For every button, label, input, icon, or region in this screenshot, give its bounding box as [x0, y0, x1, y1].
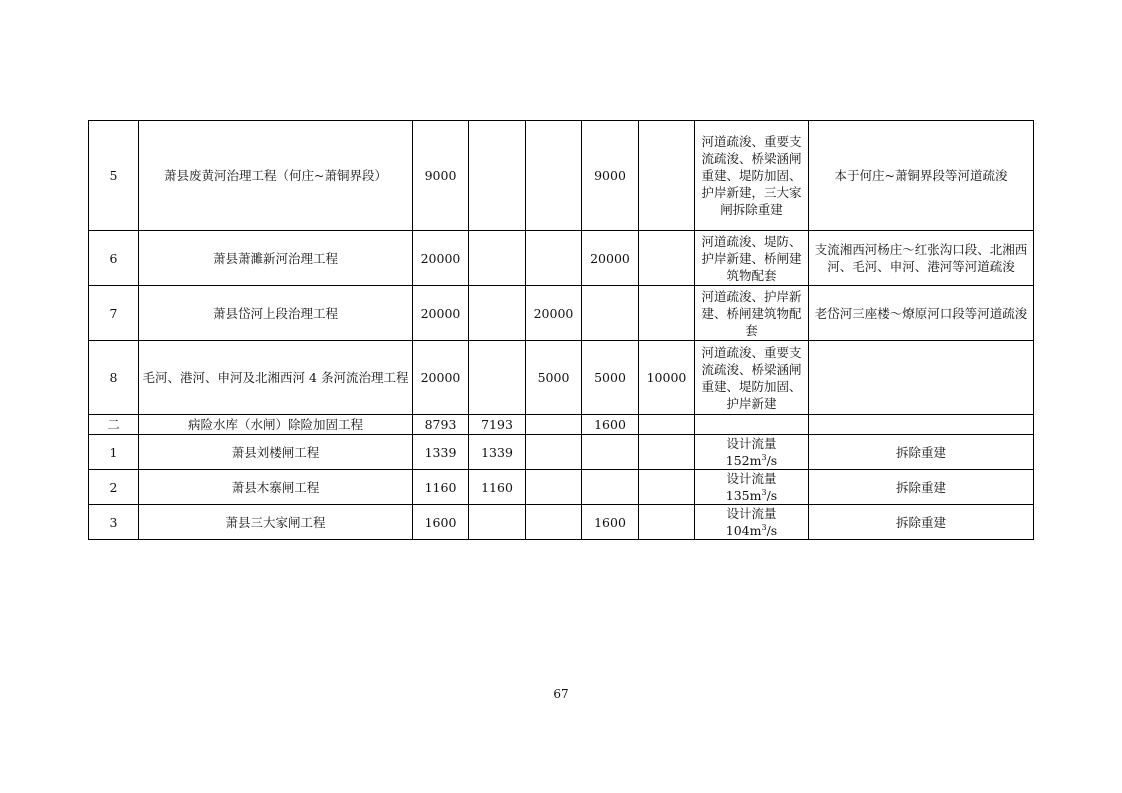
cell-col3: 20000	[582, 231, 639, 286]
cell-total: 8793	[413, 415, 469, 435]
cell-col2	[526, 470, 582, 505]
cell-scope: 河道疏浚、重要支流疏浚、桥梁涵闸重建、堤防加固、护岸新建，三大家闸拆除重建	[695, 121, 809, 231]
table-row	[89, 470, 1034, 505]
cell-name: 萧县三大家闸工程	[139, 505, 413, 540]
cell-col1	[469, 505, 526, 540]
cell-scope	[695, 505, 809, 540]
cell-no: 3	[89, 505, 139, 540]
flow-value: $135m^3/s$	[725, 487, 778, 503]
cell-col3	[582, 470, 639, 505]
cell-scope: 河道疏浚、护岸新建、桥闸建筑物配套	[695, 286, 809, 341]
flow-value: $152m^3/s$	[725, 452, 778, 468]
table-row	[89, 231, 1034, 286]
cell-name: 萧县岱河上段治理工程	[139, 286, 413, 341]
table-row	[89, 341, 1034, 415]
cell-name: 萧县刘楼闸工程	[139, 435, 413, 470]
cell-col2: 20000	[526, 286, 582, 341]
cell-scope	[695, 435, 809, 470]
cell-col4	[639, 415, 695, 435]
cell-no: 7	[89, 286, 139, 341]
cell-col2	[526, 121, 582, 231]
cell-col4	[639, 435, 695, 470]
table-row	[89, 286, 1034, 341]
cell-col3: 1600	[582, 505, 639, 540]
flow-value: $104m^3/s$	[725, 522, 778, 538]
cell-col3: 1600	[582, 415, 639, 435]
cell-total: 20000	[413, 286, 469, 341]
flow-label: 设计流量	[726, 436, 777, 451]
cell-no: 5	[89, 121, 139, 231]
cell-total: 1160	[413, 470, 469, 505]
cell-note: 拆除重建	[809, 470, 1034, 505]
cell-note: 拆除重建	[809, 435, 1034, 470]
cell-note: 本于何庄~萧铜界段等河道疏浚	[809, 121, 1034, 231]
cell-col1	[469, 286, 526, 341]
cell-note	[809, 341, 1034, 415]
cell-scope: 河道疏浚、堤防、护岸新建、桥闸建筑物配套	[695, 231, 809, 286]
cell-col1	[469, 121, 526, 231]
cell-col1	[469, 341, 526, 415]
cell-scope	[695, 415, 809, 435]
cell-note: 支流湘西河杨庄～红张沟口段、北湘西河、毛河、申河、港河等河道疏浚	[809, 231, 1034, 286]
cell-scope	[695, 470, 809, 505]
page-number: 67	[553, 687, 569, 701]
cell-col4: 10000	[639, 341, 695, 415]
cell-col3	[582, 286, 639, 341]
cell-name: 萧县萧濉新河治理工程	[139, 231, 413, 286]
cell-col1	[469, 231, 526, 286]
cell-col3: 9000	[582, 121, 639, 231]
cell-col4	[639, 505, 695, 540]
cell-total: 1339	[413, 435, 469, 470]
cell-col1: 1339	[469, 435, 526, 470]
cell-no: 8	[89, 341, 139, 415]
cell-total: 9000	[413, 121, 469, 231]
cell-col4	[639, 286, 695, 341]
cell-col2	[526, 415, 582, 435]
cell-col3: 5000	[582, 341, 639, 415]
cell-no: 1	[89, 435, 139, 470]
cell-scope: 河道疏浚、重要支流疏浚、桥梁涵闸重建、堤防加固、护岸新建	[695, 341, 809, 415]
cell-col2	[526, 231, 582, 286]
cell-name: 萧县木寨闸工程	[139, 470, 413, 505]
cell-total: 1600	[413, 505, 469, 540]
flow-label: 设计流量	[726, 506, 777, 521]
cell-col2	[526, 435, 582, 470]
flow-label: 设计流量	[726, 471, 777, 486]
cell-col1: 7193	[469, 415, 526, 435]
cell-total: 20000	[413, 231, 469, 286]
cell-no: 6	[89, 231, 139, 286]
cell-col2: 5000	[526, 341, 582, 415]
table-row	[89, 121, 1034, 231]
cell-name: 萧县废黄河治理工程（何庄~萧铜界段）	[139, 121, 413, 231]
cell-col1: 1160	[469, 470, 526, 505]
project-table	[88, 120, 1034, 540]
cell-note	[809, 415, 1034, 435]
cell-note: 拆除重建	[809, 505, 1034, 540]
cell-name: 毛河、港河、申河及北湘西河 4 条河流治理工程	[139, 341, 413, 415]
cell-name: 病险水库（水闸）除险加固工程	[139, 415, 413, 435]
cell-note: 老岱河三座楼～燎原河口段等河道疏浚	[809, 286, 1034, 341]
cell-no: 二	[89, 415, 139, 435]
cell-col2	[526, 505, 582, 540]
cell-col4	[639, 231, 695, 286]
table-row	[89, 435, 1034, 470]
cell-col4	[639, 121, 695, 231]
cell-total: 20000	[413, 341, 469, 415]
cell-no: 2	[89, 470, 139, 505]
table-row	[89, 415, 1034, 435]
table-row	[89, 505, 1034, 540]
cell-col3	[582, 435, 639, 470]
cell-col4	[639, 470, 695, 505]
